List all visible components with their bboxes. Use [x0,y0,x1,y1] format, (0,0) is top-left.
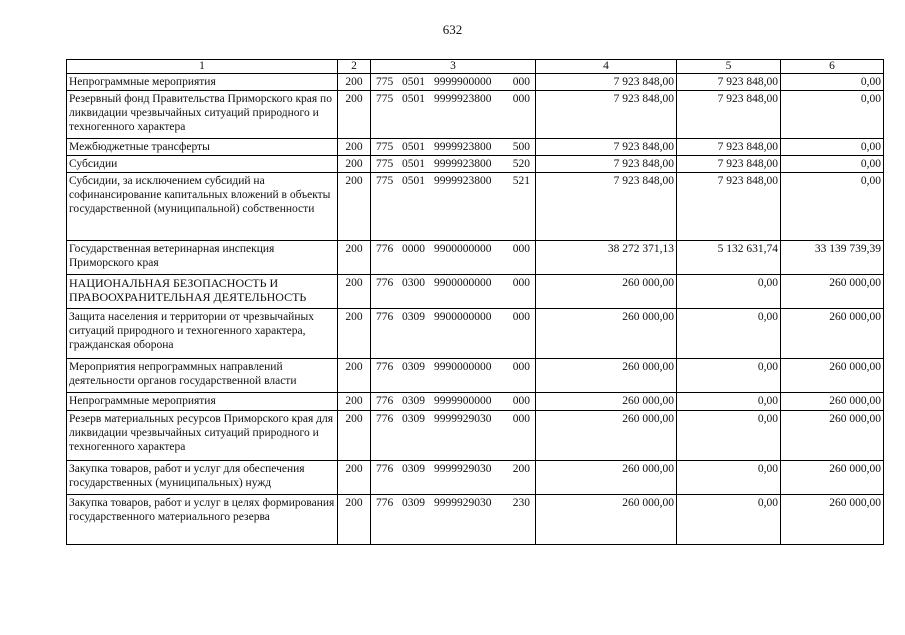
budget-table [66,59,884,545]
table-row [67,309,884,359]
row-col2: 200 [338,495,371,545]
code-part: 500 [512,141,530,153]
code-part: 0501 [402,158,425,170]
row-name: Резерв материальных ресурсов Приморского края для ликвидации чрезвычайных ситуаций природного и техногенного характера [67,411,338,461]
row-name: Резервный фонд Правительства Приморского края по ликвидации чрезвычайных ситуаций природного и техногенного характера [67,91,338,139]
row-col6: 33 139 739,39 [781,241,884,275]
row-name: Мероприятия непрограммных направлений деятельности органов государственной власти [67,359,338,393]
code-part: 9999923800 [434,175,492,187]
row-code [371,173,536,241]
code-part: 9999929030 [434,413,492,425]
code-part: 775 [376,141,394,153]
row-col5: 0,00 [677,411,781,461]
code-part: 775 [376,175,394,187]
row-col4: 7 923 848,00 [536,156,677,173]
table-row [67,74,884,91]
row-col2: 200 [338,309,371,359]
table-row [67,393,884,411]
row-code [371,411,536,461]
table-row [67,156,884,173]
row-col6: 260 000,00 [781,359,884,393]
row-col5: 0,00 [677,393,781,411]
code-part: 9999929030 [434,463,492,475]
column-header-1: 1 [67,60,338,74]
row-name: Защита населения и территории от чрезвычайных ситуаций природного и техногенного характера, гражданская оборона [67,309,338,359]
code-part: 9990000000 [434,361,492,373]
code-part: 000 [512,93,530,105]
code-part: 9999923800 [434,93,492,105]
row-col2: 200 [338,393,371,411]
row-col4: 260 000,00 [536,393,677,411]
table-row [67,411,884,461]
row-name: Межбюджетные трансферты [67,139,338,156]
row-col2: 200 [338,359,371,393]
code-part: 200 [512,463,530,475]
code-part: 776 [376,497,394,509]
code-part: 000 [512,76,530,88]
row-col4: 7 923 848,00 [536,91,677,139]
code-part: 775 [376,158,394,170]
row-col6: 0,00 [781,74,884,91]
row-code [371,359,536,393]
row-col4: 260 000,00 [536,275,677,309]
code-part: 776 [376,243,394,255]
row-col6: 0,00 [781,91,884,139]
code-part: 9999929030 [434,497,492,509]
code-part: 776 [376,361,394,373]
code-part: 0501 [402,76,425,88]
row-col5: 7 923 848,00 [677,74,781,91]
column-header-2: 2 [338,60,371,74]
code-part: 9999900000 [434,395,492,407]
code-part: 521 [512,175,530,187]
row-col5: 0,00 [677,495,781,545]
column-header-3: 3 [371,60,536,74]
code-part: 000 [512,277,530,289]
table-row [67,91,884,139]
code-part: 0501 [402,93,425,105]
row-col6: 260 000,00 [781,275,884,309]
column-header-6: 6 [781,60,884,74]
row-col5: 0,00 [677,461,781,495]
row-col5: 7 923 848,00 [677,156,781,173]
table-row [67,173,884,241]
row-name: Субсидии [67,156,338,173]
row-col4: 260 000,00 [536,309,677,359]
row-col6: 260 000,00 [781,411,884,461]
row-col2: 200 [338,139,371,156]
row-col2: 200 [338,241,371,275]
row-col4: 260 000,00 [536,359,677,393]
row-col2: 200 [338,156,371,173]
header-row [67,60,884,74]
table-row [67,241,884,275]
code-part: 230 [512,497,530,509]
code-part: 776 [376,277,394,289]
code-part: 9900000000 [434,311,492,323]
code-part: 0309 [402,361,425,373]
code-part: 520 [512,158,530,170]
row-col2: 200 [338,411,371,461]
code-part: 000 [512,243,530,255]
row-code [371,495,536,545]
row-code [371,156,536,173]
row-code [371,275,536,309]
row-col6: 0,00 [781,139,884,156]
row-col4: 38 272 371,13 [536,241,677,275]
code-part: 776 [376,413,394,425]
table-row [67,139,884,156]
code-part: 0309 [402,395,425,407]
row-col5: 7 923 848,00 [677,139,781,156]
row-name: Закупка товаров, работ и услуг для обеспечения государственных (муниципальных) нужд [67,461,338,495]
row-col2: 200 [338,461,371,495]
table-row [67,461,884,495]
row-name: НАЦИОНАЛЬНАЯ БЕЗОПАСНОСТЬ И ПРАВООХРАНИТЕЛЬНАЯ ДЕЯТЕЛЬНОСТЬ [67,275,338,309]
code-part: 0501 [402,141,425,153]
row-col6: 260 000,00 [781,309,884,359]
row-code [371,74,536,91]
row-col4: 260 000,00 [536,495,677,545]
row-col5: 7 923 848,00 [677,91,781,139]
code-part: 000 [512,395,530,407]
row-col2: 200 [338,275,371,309]
code-part: 0300 [402,277,425,289]
row-code [371,139,536,156]
table-row [67,495,884,545]
row-col5: 0,00 [677,359,781,393]
code-part: 776 [376,311,394,323]
row-code [371,91,536,139]
row-col6: 260 000,00 [781,495,884,545]
page-number: 632 [442,22,463,37]
row-name: Непрограммные мероприятия [67,74,338,91]
code-part: 000 [512,361,530,373]
code-part: 0000 [402,243,425,255]
row-code [371,241,536,275]
row-code [371,309,536,359]
row-name: Непрограммные мероприятия [67,393,338,411]
row-name: Государственная ветеринарная инспекция Приморского края [67,241,338,275]
code-part: 9999923800 [434,141,492,153]
row-col5: 5 132 631,74 [677,241,781,275]
row-col4: 7 923 848,00 [536,173,677,241]
row-col5: 0,00 [677,275,781,309]
table-row [67,275,884,309]
code-part: 776 [376,463,394,475]
row-col6: 0,00 [781,173,884,241]
row-col4: 260 000,00 [536,461,677,495]
code-part: 000 [512,413,530,425]
code-part: 9999923800 [434,158,492,170]
code-part: 0309 [402,463,425,475]
column-header-5: 5 [677,60,781,74]
code-part: 775 [376,93,394,105]
code-part: 9900000000 [434,277,492,289]
row-col4: 7 923 848,00 [536,139,677,156]
code-part: 776 [376,395,394,407]
table-row [67,359,884,393]
row-col2: 200 [338,91,371,139]
row-col6: 0,00 [781,156,884,173]
row-code [371,393,536,411]
row-col2: 200 [338,173,371,241]
row-name: Закупка товаров, работ и услуг в целях формирования государственного материального резерва [67,495,338,545]
row-col4: 7 923 848,00 [536,74,677,91]
code-part: 000 [512,311,530,323]
code-part: 775 [376,76,394,88]
code-part: 0309 [402,413,425,425]
row-name: Субсидии, за исключением субсидий на софинансирование капитальных вложений в объекты государственной (муниципальной) собственности [67,173,338,241]
row-col6: 260 000,00 [781,461,884,495]
row-col5: 0,00 [677,309,781,359]
row-col2: 200 [338,74,371,91]
code-part: 9900000000 [434,243,492,255]
row-col6: 260 000,00 [781,393,884,411]
code-part: 0309 [402,311,425,323]
row-code [371,461,536,495]
row-col4: 260 000,00 [536,411,677,461]
code-part: 0501 [402,175,425,187]
code-part: 9999900000 [434,76,492,88]
code-part: 0309 [402,497,425,509]
row-col5: 7 923 848,00 [677,173,781,241]
column-header-4: 4 [536,60,677,74]
